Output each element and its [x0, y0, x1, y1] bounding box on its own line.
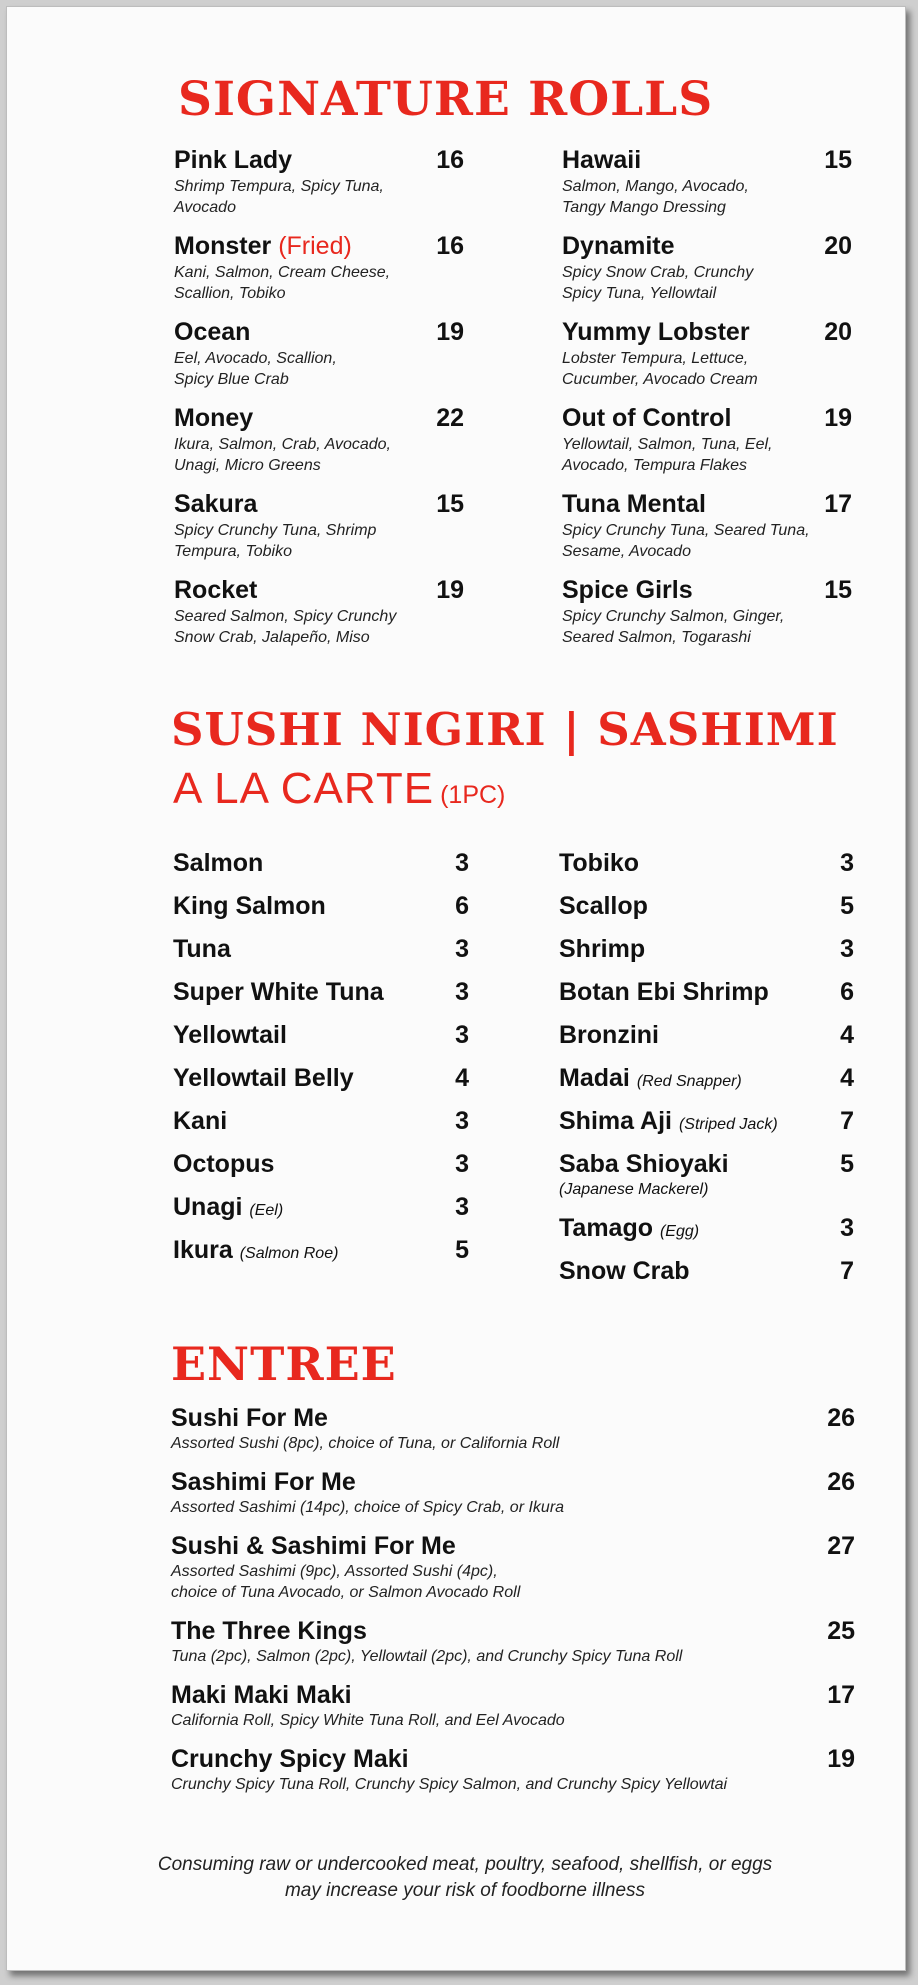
roll-desc: Seared Salmon, Spicy Crunchy Snow Crab, Jalapeño, Miso — [174, 608, 397, 646]
fried-tag: (Fried) — [278, 232, 352, 260]
roll-desc: Kani, Salmon, Cream Cheese, Scallion, Tobiko — [174, 264, 391, 302]
roll-item — [174, 404, 464, 476]
roll-desc: Spicy Crunchy Salmon, Ginger, Seared Salmon, Togarashi — [562, 608, 785, 646]
roll-name: Tuna Mental — [562, 490, 706, 518]
nigiri-item: Snow Crab 7 — [559, 1257, 854, 1285]
nigiri-item: Shrimp 3 — [559, 935, 854, 963]
entree-desc: California Roll, Spicy White Tuna Roll, and Eel Avocado — [171, 1712, 565, 1729]
entree-price: 27 — [827, 1532, 855, 1560]
nigiri-item: Tuna 3 — [173, 935, 469, 963]
entree-price: 19 — [827, 1745, 855, 1773]
entree-price: 26 — [827, 1468, 855, 1496]
entree-price: 17 — [827, 1681, 855, 1709]
roll-price: 16 — [436, 146, 464, 174]
roll-desc: Spicy Crunchy Tuna, Shrimp Tempura, Tobiko — [174, 522, 377, 560]
nigiri-item: Tamago (Egg) 3 — [559, 1214, 854, 1242]
roll-desc: Spicy Crunchy Tuna, Seared Tuna, Sesame, Avocado — [562, 522, 810, 560]
nigiri-subnote: (Japanese Mackerel) — [559, 1181, 709, 1198]
subtitle-note: (1PC) — [440, 781, 506, 809]
nigiri-item: Unagi (Eel) 3 — [173, 1193, 469, 1221]
roll-name: Pink Lady — [174, 146, 293, 174]
nigiri-item: Ikura (Salmon Roe) 5 — [173, 1236, 469, 1264]
roll-desc: Spicy Snow Crab, Crunchy Spicy Tuna, Yellowtail — [562, 264, 754, 302]
roll-name: Sakura — [174, 490, 258, 518]
entree-item — [171, 1532, 855, 1603]
roll-price: 15 — [824, 576, 852, 604]
roll-item — [562, 404, 852, 476]
entree-desc: Assorted Sashimi (14pc), choice of Spicy Crab, or Ikura — [171, 1499, 565, 1516]
roll-name: Yummy Lobster — [562, 318, 750, 346]
roll-desc: Ikura, Salmon, Crab, Avocado, Unagi, Micro Greens — [174, 436, 391, 474]
entree-desc: Assorted Sushi (8pc), choice of Tuna, or California Roll — [171, 1435, 560, 1452]
roll-item — [562, 146, 852, 218]
roll-price: 19 — [824, 404, 852, 432]
nigiri-item: Bronzini 4 — [559, 1021, 854, 1049]
roll-name: Hawaii — [562, 146, 642, 174]
roll-name: Ocean — [174, 318, 251, 346]
nigiri-item: Super White Tuna 3 — [173, 978, 469, 1006]
subtitle: A LA CARTE — [173, 764, 435, 813]
entree-item — [171, 1745, 855, 1795]
roll-price: 20 — [824, 318, 852, 346]
entree-desc: Crunchy Spicy Tuna Roll, Crunchy Spicy Salmon, and Crunchy Spicy Yellowtai — [171, 1776, 728, 1793]
nigiri-item: Botan Ebi Shrimp 6 — [559, 978, 854, 1006]
nigiri-note: (Striped Jack) — [678, 1116, 778, 1133]
nigiri-note: (Salmon Roe) — [239, 1245, 339, 1262]
nigiri-item: Salmon 3 — [173, 849, 469, 877]
entree-name: Sushi & Sashimi For Me — [171, 1532, 456, 1560]
roll-item — [174, 576, 464, 648]
roll-item — [562, 490, 852, 562]
menu-page — [6, 6, 906, 1971]
nigiri-note: (Eel) — [249, 1202, 284, 1219]
entree-item — [171, 1404, 855, 1454]
signature-rolls-heading: SIGNATURE ROLLS — [178, 72, 714, 127]
nigiri-item: Octopus 3 — [173, 1150, 469, 1178]
roll-price: 19 — [436, 318, 464, 346]
roll-name: Out of Control — [562, 404, 732, 432]
roll-item — [562, 318, 852, 390]
entree-item — [171, 1617, 855, 1667]
roll-price: 19 — [436, 576, 464, 604]
entree-desc: Assorted Sashimi (9pc), Assorted Sushi (4pc), choice of Tuna Avocado, or Salmon Avocado Roll — [171, 1563, 521, 1601]
roll-price: 22 — [436, 404, 464, 432]
roll-name: Dynamite — [562, 232, 675, 260]
entree-name: Maki Maki Maki — [171, 1681, 352, 1709]
roll-desc: Salmon, Mango, Avocado, Tangy Mango Dressing — [562, 178, 749, 216]
roll-item — [174, 490, 464, 562]
roll-name: Rocket — [174, 576, 258, 604]
roll-desc: Shrimp Tempura, Spicy Tuna, Avocado — [174, 178, 384, 216]
roll-desc: Eel, Avocado, Scallion, Spicy Blue Crab — [174, 350, 337, 388]
nigiri-note: (Egg) — [659, 1223, 700, 1240]
nigiri-item: Tobiko 3 — [559, 849, 854, 877]
nigiri-heading: SUSHI NIGIRI | SASHIMI — [171, 703, 839, 756]
nigiri-item: Saba Shioyaki 5 — [559, 1150, 854, 1178]
entree-item — [171, 1468, 855, 1518]
a-la-carte-subheading — [173, 764, 505, 814]
roll-item — [562, 576, 852, 648]
roll-desc: Yellowtail, Salmon, Tuna, Eel, Avocado, Tempura Flakes — [562, 436, 773, 474]
roll-price: 15 — [824, 146, 852, 174]
entree-price: 26 — [827, 1404, 855, 1432]
entree-desc: Tuna (2pc), Salmon (2pc), Yellowtail (2pc), and Crunchy Spicy Tuna Roll — [171, 1648, 683, 1665]
roll-name: Money — [174, 404, 254, 432]
roll-name: Monster (Fried) — [174, 232, 352, 260]
roll-desc: Lobster Tempura, Lettuce, Cucumber, Avocado Cream — [562, 350, 758, 388]
entree-name: Sashimi For Me — [171, 1468, 356, 1496]
nigiri-item: King Salmon 6 — [173, 892, 469, 920]
entree-price: 25 — [827, 1617, 855, 1645]
entree-heading: ENTREE — [171, 1337, 397, 1391]
roll-item — [562, 232, 852, 304]
nigiri-item: Shima Aji (Striped Jack) 7 — [559, 1107, 854, 1135]
nigiri-item: Scallop 5 — [559, 892, 854, 920]
roll-price: 17 — [824, 490, 852, 518]
entree-name: Sushi For Me — [171, 1404, 328, 1432]
nigiri-item: Kani 3 — [173, 1107, 469, 1135]
nigiri-item: Yellowtail Belly 4 — [173, 1064, 469, 1092]
nigiri-item: Yellowtail 3 — [173, 1021, 469, 1049]
roll-item — [174, 318, 464, 390]
nigiri-item: Madai (Red Snapper) 4 — [559, 1064, 854, 1092]
entree-item — [171, 1681, 855, 1731]
roll-price: 16 — [436, 232, 464, 260]
roll-price: 15 — [436, 490, 464, 518]
roll-price: 20 — [824, 232, 852, 260]
roll-item — [174, 232, 464, 304]
nigiri-note: (Red Snapper) — [636, 1073, 742, 1090]
entree-name: Crunchy Spicy Maki — [171, 1745, 409, 1773]
roll-name: Spice Girls — [562, 576, 693, 604]
entree-name: The Three Kings — [171, 1617, 367, 1645]
roll-item — [174, 146, 464, 218]
food-safety-disclaimer: Consuming raw or undercooked meat, poultry, seafood, shellfish, or eggs may increase your risk of foodborne illness — [157, 1854, 773, 1901]
